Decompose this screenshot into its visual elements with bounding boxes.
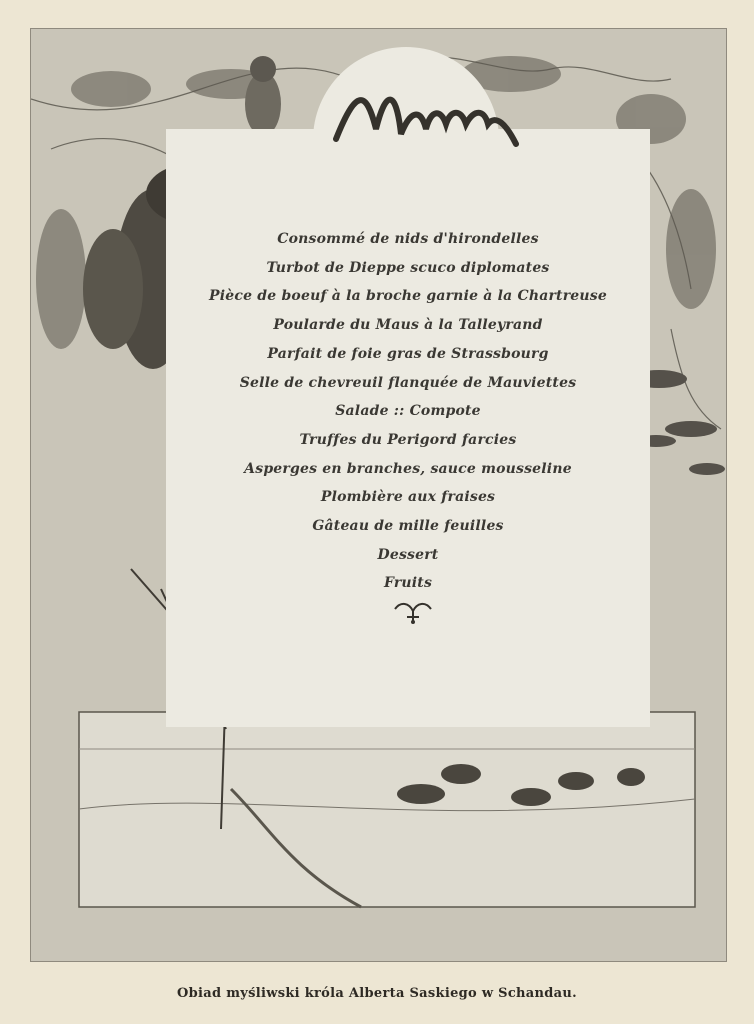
menu-title-text: Menu bbox=[424, 157, 428, 158]
menu-item: Consommé de nids d'hirondelles bbox=[277, 231, 539, 247]
menu-item: Dessert bbox=[377, 546, 439, 563]
menu-item: Salade :: Compote bbox=[335, 403, 481, 420]
menu-item: Parfait de foie gras de Strassbourg bbox=[267, 345, 549, 362]
menu-item: Fruits bbox=[383, 575, 433, 592]
menu-item: Plombière aux fraises bbox=[320, 489, 496, 506]
owl-illustration bbox=[245, 56, 281, 136]
menu-item: Asperges en branches, sauce mousseline bbox=[244, 460, 572, 477]
engraving-plate bbox=[30, 28, 727, 962]
menu-item: Truffes du Perigord farcies bbox=[299, 431, 517, 448]
menu-item: Gâteau de mille feuilles bbox=[312, 518, 504, 535]
menu-item: Pièce de boeuf à la broche garnie à la Chartreuse bbox=[209, 288, 607, 305]
menu-item: Turbot de Dieppe scuco diplomates bbox=[266, 259, 550, 276]
menu-item: Poularde du Maus à la Talleyrand bbox=[273, 317, 543, 334]
caption: Obiad myśliwski króla Alberta Saskiego w Schandau. bbox=[177, 986, 577, 1001]
menu-title-script bbox=[326, 69, 526, 159]
flourish-ornament bbox=[391, 599, 435, 625]
menu-list bbox=[166, 225, 650, 598]
menu-item: Selle de chevreuil flanquée de Mauviettes bbox=[239, 374, 577, 391]
